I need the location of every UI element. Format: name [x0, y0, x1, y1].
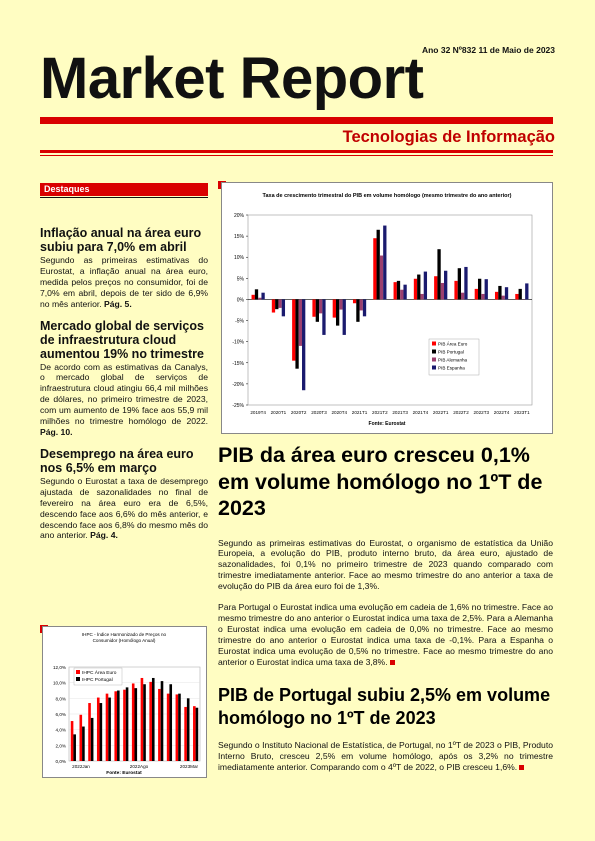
y-tick-label: -25% [232, 403, 244, 409]
bar [343, 299, 346, 334]
bar [498, 286, 501, 300]
x-tick-label: 2021T4 [412, 410, 429, 415]
chart-title: Taxa de crescimento trimestral do PIB em volume homólogo (mesmo trimestre do ano anterior) [262, 193, 512, 199]
bar [152, 678, 155, 761]
bar [495, 292, 498, 300]
x-tick-label: 2020T1 [270, 410, 287, 415]
highlight-body: Segundo as primeiras estimativas do Eurostat, a inflação anual na área euro, medida pelos preços no consumidor, foi de 7,0% em abril, depois de ter sido de 6,9% no mês anterior. Pág. 5. [40, 255, 208, 309]
legend-swatch [432, 350, 436, 354]
page-ref[interactable]: Pág. 5. [104, 298, 132, 309]
sidebar-header: Destaques [40, 183, 208, 196]
x-tick-label: 2020T3 [311, 410, 327, 415]
article-headline: PIB de Portugal subiu 2,5% em volume homólogo no 1ºT de 2023 [218, 685, 551, 728]
bar [187, 698, 190, 761]
highlight-title: Mercado global de serviços de infraestrutura cloud aumentou 19% no trimestre [40, 318, 204, 361]
bar [123, 690, 126, 761]
x-tick-label: 2023Mar [179, 764, 199, 769]
bar [132, 683, 135, 761]
x-tick-label: 2021T2 [372, 410, 388, 415]
subtitle-rule-thin [40, 155, 553, 156]
bar [258, 298, 261, 300]
ihpc-chart [43, 627, 206, 777]
bar [295, 299, 298, 368]
legend-swatch [432, 366, 436, 370]
bar [353, 299, 356, 303]
bar [380, 256, 383, 300]
y-tick-label: 12,0% [52, 665, 66, 670]
highlight-body: Segundo o Eurostat a taxa de desemprego ajustada de sazonalidades no final de fevereiro na área euro era de 6,5%, descendo face aos 6,6% do mês anterior, e descendo face aos 6,8% do mesmo mês do ano anterior. Pág. 4. [40, 475, 208, 541]
bar [161, 681, 164, 761]
legend-label: PIB Portugal [438, 349, 464, 355]
bar [312, 299, 315, 316]
bar [272, 299, 275, 312]
article-gdp-portugal [218, 684, 553, 773]
highlight-item [40, 319, 208, 438]
x-tick-label: 2020T2 [290, 410, 307, 415]
bar [519, 289, 522, 300]
bar [434, 276, 437, 299]
bar [117, 691, 120, 762]
legend-label: IHPC Área Euro [82, 670, 117, 676]
highlight-title: Inflação anual na área euro subiu para 7,0% em abril [40, 226, 202, 254]
y-tick-label: 8,0% [55, 696, 66, 702]
bar [437, 249, 440, 299]
bar [515, 294, 518, 299]
plot-area [248, 215, 532, 405]
bar [373, 238, 376, 299]
masthead-title: Market Report [40, 46, 424, 111]
bar [458, 268, 461, 299]
chart-title-line: Consumidor (Homólogo Anual) [92, 638, 156, 643]
x-tick-label: 2022Ago [129, 764, 149, 769]
bar [505, 287, 508, 299]
bar [97, 698, 100, 761]
bar [91, 718, 94, 761]
bar [100, 703, 103, 761]
bar [322, 299, 325, 334]
highlight-title: Desemprego na área euro nos 6,5% em março [40, 446, 194, 475]
bar [178, 694, 181, 761]
x-tick-label: 2022T1 [432, 410, 449, 415]
bar [316, 299, 319, 321]
bar [158, 689, 161, 761]
bar [414, 279, 417, 300]
bar [424, 272, 427, 300]
x-tick-label: 2019T4 [250, 410, 266, 415]
bar [478, 279, 481, 300]
legend-swatch [432, 342, 436, 346]
legend-label: IHPC Portugal [82, 677, 113, 683]
chart-source: Fonte: Eurostat [368, 421, 406, 427]
article-headline: PIB da área euro cresceu 0,1% em volume homólogo no 1ºT de 2023 [218, 443, 543, 520]
x-tick-label: 2020T4 [331, 410, 348, 415]
y-tick-label: 20% [233, 213, 244, 219]
article-paragraph: Segundo as primeiras estimativas do Eurostat, o organismo de estatística da União Europeia, a evolução do PIB, produto interno bruto, da área euro, ajustado de sazonalidades, foi 0,1% no primeiro trimestre de 2023 quando comparado com trimestre imediatamente anterior. Face ao mesmo trimestre do ano anterior a taxa de evolução do PIB da área euro foi de 1,3%. [218, 537, 553, 592]
bar [403, 285, 406, 300]
y-tick-label: 6,0% [55, 712, 66, 717]
bar [319, 299, 322, 313]
bar [169, 684, 172, 761]
gdp-chart [222, 183, 552, 433]
bar [302, 299, 305, 390]
bar [502, 296, 505, 300]
y-tick-label: 0,0% [55, 759, 66, 764]
legend-label: PIB Alemanha [438, 357, 468, 363]
bar [149, 682, 152, 761]
page-ref[interactable]: Pág. 10. [40, 426, 73, 437]
y-tick-label: -20% [232, 381, 244, 388]
article-paragraph: Segundo o Instituto Nacional de Estatística, de Portugal, no 1ºT de 2023 o PIB, Produto Interno Bruto, cresceu 2,5% em volume homólogo, após os 3,2% no trimestre imediatamente anterior. Comparando com o 4ºT de 2022, o PIB cresceu 1,6%. [218, 740, 553, 772]
bar [525, 283, 528, 299]
x-tick-label: 2022T2 [453, 410, 469, 415]
x-tick-label: 2023T1 [514, 410, 530, 415]
bar [275, 299, 278, 309]
y-tick-label: 5% [236, 276, 244, 283]
end-mark [390, 660, 395, 665]
page-ref[interactable]: Pág. 4. [90, 530, 118, 541]
bar [88, 703, 91, 761]
bar [143, 684, 146, 761]
bar [282, 299, 285, 316]
bar [377, 230, 380, 300]
bar [71, 721, 74, 761]
bar [363, 299, 366, 316]
bar [167, 694, 170, 761]
bar [333, 299, 336, 317]
bar [420, 294, 423, 299]
bar [461, 293, 464, 300]
bar [464, 267, 467, 300]
bar [485, 279, 488, 299]
x-tick-label: 2022Jan [72, 764, 90, 769]
bar [278, 299, 281, 307]
issue-info: Ano 32 Nº832 11 de Maio de 2023 [421, 45, 555, 55]
bar [417, 275, 420, 300]
bar [193, 706, 196, 761]
chart-title-line: IHPC - Índice Harmonizado de Preços no [81, 632, 167, 637]
bar [114, 691, 117, 761]
bar [397, 281, 400, 300]
bar [481, 294, 484, 299]
bar [80, 715, 83, 761]
bar [135, 688, 138, 761]
bar [184, 707, 187, 761]
bar [252, 295, 255, 300]
bar [73, 734, 76, 761]
bar [196, 708, 199, 761]
bar [475, 289, 478, 300]
y-tick-label: -5% [235, 318, 244, 325]
masthead-rule [40, 117, 553, 124]
bar [261, 293, 264, 300]
bar [141, 678, 144, 761]
bar [176, 694, 179, 761]
highlight-body: De acordo com as estimativas da Canalys, o mercado global de serviços de infraestrutura cloud atingiu 66,4 mil milhões de dólares, no primeiro trimestre de 2023, com um aumento de 19% face aos 55,9 mil milhões no trimestre homólogo de 2022. Pág. 10. [40, 361, 208, 437]
bar [299, 299, 302, 345]
x-tick-label: 2022T4 [493, 410, 510, 415]
legend-swatch [76, 677, 80, 681]
legend-swatch [432, 358, 436, 362]
bar [339, 299, 342, 309]
x-tick-label: 2021T3 [392, 410, 408, 415]
bar [292, 299, 295, 360]
legend-label: PIB Espanha [438, 365, 465, 371]
y-tick-label: 0% [236, 297, 244, 304]
y-tick-label: 10,0% [52, 680, 66, 686]
bar [106, 694, 109, 761]
bar [400, 290, 403, 300]
bar [336, 299, 339, 325]
bar [126, 687, 129, 761]
bar [255, 289, 258, 299]
sidebar-highlights [40, 183, 208, 541]
bar [394, 282, 397, 299]
masthead-subtitle: Tecnologias de Informação [342, 128, 555, 146]
y-tick-label: 10% [233, 255, 244, 262]
subtitle-rule [40, 150, 553, 153]
chart-source: Fonte: Eurostat [106, 771, 142, 776]
bar [356, 299, 359, 321]
end-mark [519, 765, 524, 770]
bar [444, 271, 447, 300]
ihpc-chart-panel [42, 626, 207, 778]
bar [108, 698, 111, 761]
gdp-chart-panel [221, 182, 553, 434]
highlight-item [40, 226, 208, 310]
bar [360, 299, 363, 310]
y-tick-label: 2,0% [55, 743, 66, 749]
bar [383, 226, 386, 300]
y-tick-label: -10% [232, 339, 244, 346]
article-paragraph: Para Portugal o Eurostat indica uma evolução em cadeia de 1,6% no trimestre. Face ao mesmo trimestre do ano anterior o Eurostat indica uma taxa de 2,5%. Para a Alemanha o Eurostat indica uma evolução em cadeia de 0,0% no trimestre. Face ao mesmo trimestre do ano anterior o Eurostat indica uma taxa de -0,1%. Para a Espanha o Eurostat indica uma evolução de 0,5% no trimestre. Face ao mesmo trimestre do ano anterior o Eurostat indica uma taxa de 3,8%. [218, 602, 553, 667]
legend-swatch [76, 670, 80, 674]
y-tick-label: -15% [232, 360, 244, 367]
y-tick-label: 4,0% [55, 727, 66, 733]
bar [82, 727, 85, 761]
bar [454, 281, 457, 300]
sidebar-divider [40, 197, 208, 198]
y-tick-label: 15% [233, 234, 244, 241]
bar [441, 283, 444, 299]
legend-label: PIB Área Euro [438, 341, 468, 347]
highlight-item [40, 447, 208, 541]
x-tick-label: 2022T3 [473, 410, 490, 415]
article-gdp-euro [218, 442, 553, 667]
x-tick-label: 2021T1 [351, 410, 368, 415]
